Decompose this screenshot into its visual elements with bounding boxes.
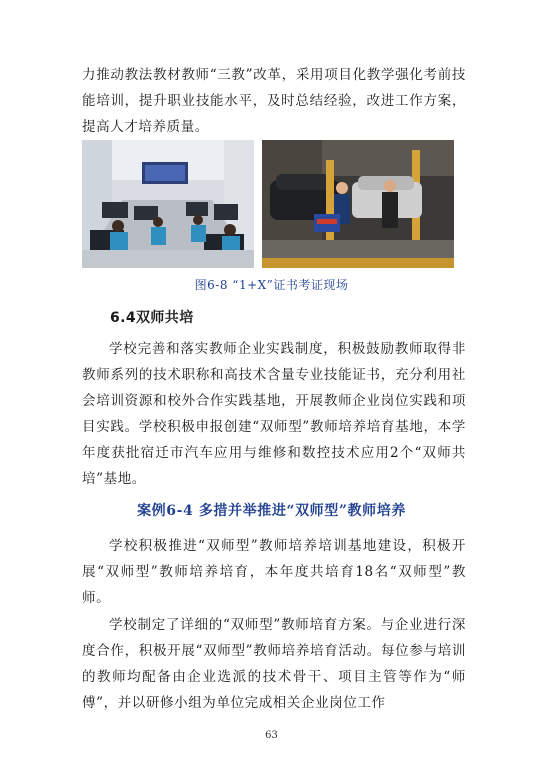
auto-repair-workshop-photo [262, 140, 454, 268]
section-paragraph: 学校完善和落实教师企业实践制度，积极鼓励教师取得非教师系列的技术职称和高技术含量专业技能证书，充分利用社会培训资源和校外合作实践基地，开展教师企业岗位实践和项目实践。学校积极申报创建“双师型”教师培养培育基地，本学年度获批宿迁市汽车应用与维修和数控技术应用2个“双师共培”基地。 [82, 341, 466, 487]
classroom-exam-photo [82, 140, 254, 268]
page-number: 63 [265, 730, 278, 741]
intro-paragraph: 力推动教法教材教师“三教”改革，采用项目化教学强化考前技能培训，提升职业技能水平，及时总结经验，改进工作方案，提高人才培养质量。 [82, 67, 466, 135]
case-title: 案例6-4 多措并举推进“双师型”教师培养 [137, 503, 406, 519]
figure-photos [82, 140, 454, 268]
case-paragraph-1: 学校积极推进“双师型”教师培养培训基地建设，积极开展“双师型”教师培养培育，本年度共培育18名“双师型”教师。 [82, 538, 466, 606]
figure-caption: 图6-8 “1+X”证书考证现场 [194, 278, 349, 292]
case-paragraph-2: 学校制定了详细的“双师型”教师培育方案。与企业进行深度合作，积极开展“双师型”教师培养培育活动。每位参与培训的教师均配备由企业选派的技术骨干、项目主管等作为“师傅”，并以研修小组为单位完成相关企业岗位工作 [82, 617, 466, 711]
section-heading: 6.4双师共培 [110, 310, 194, 326]
